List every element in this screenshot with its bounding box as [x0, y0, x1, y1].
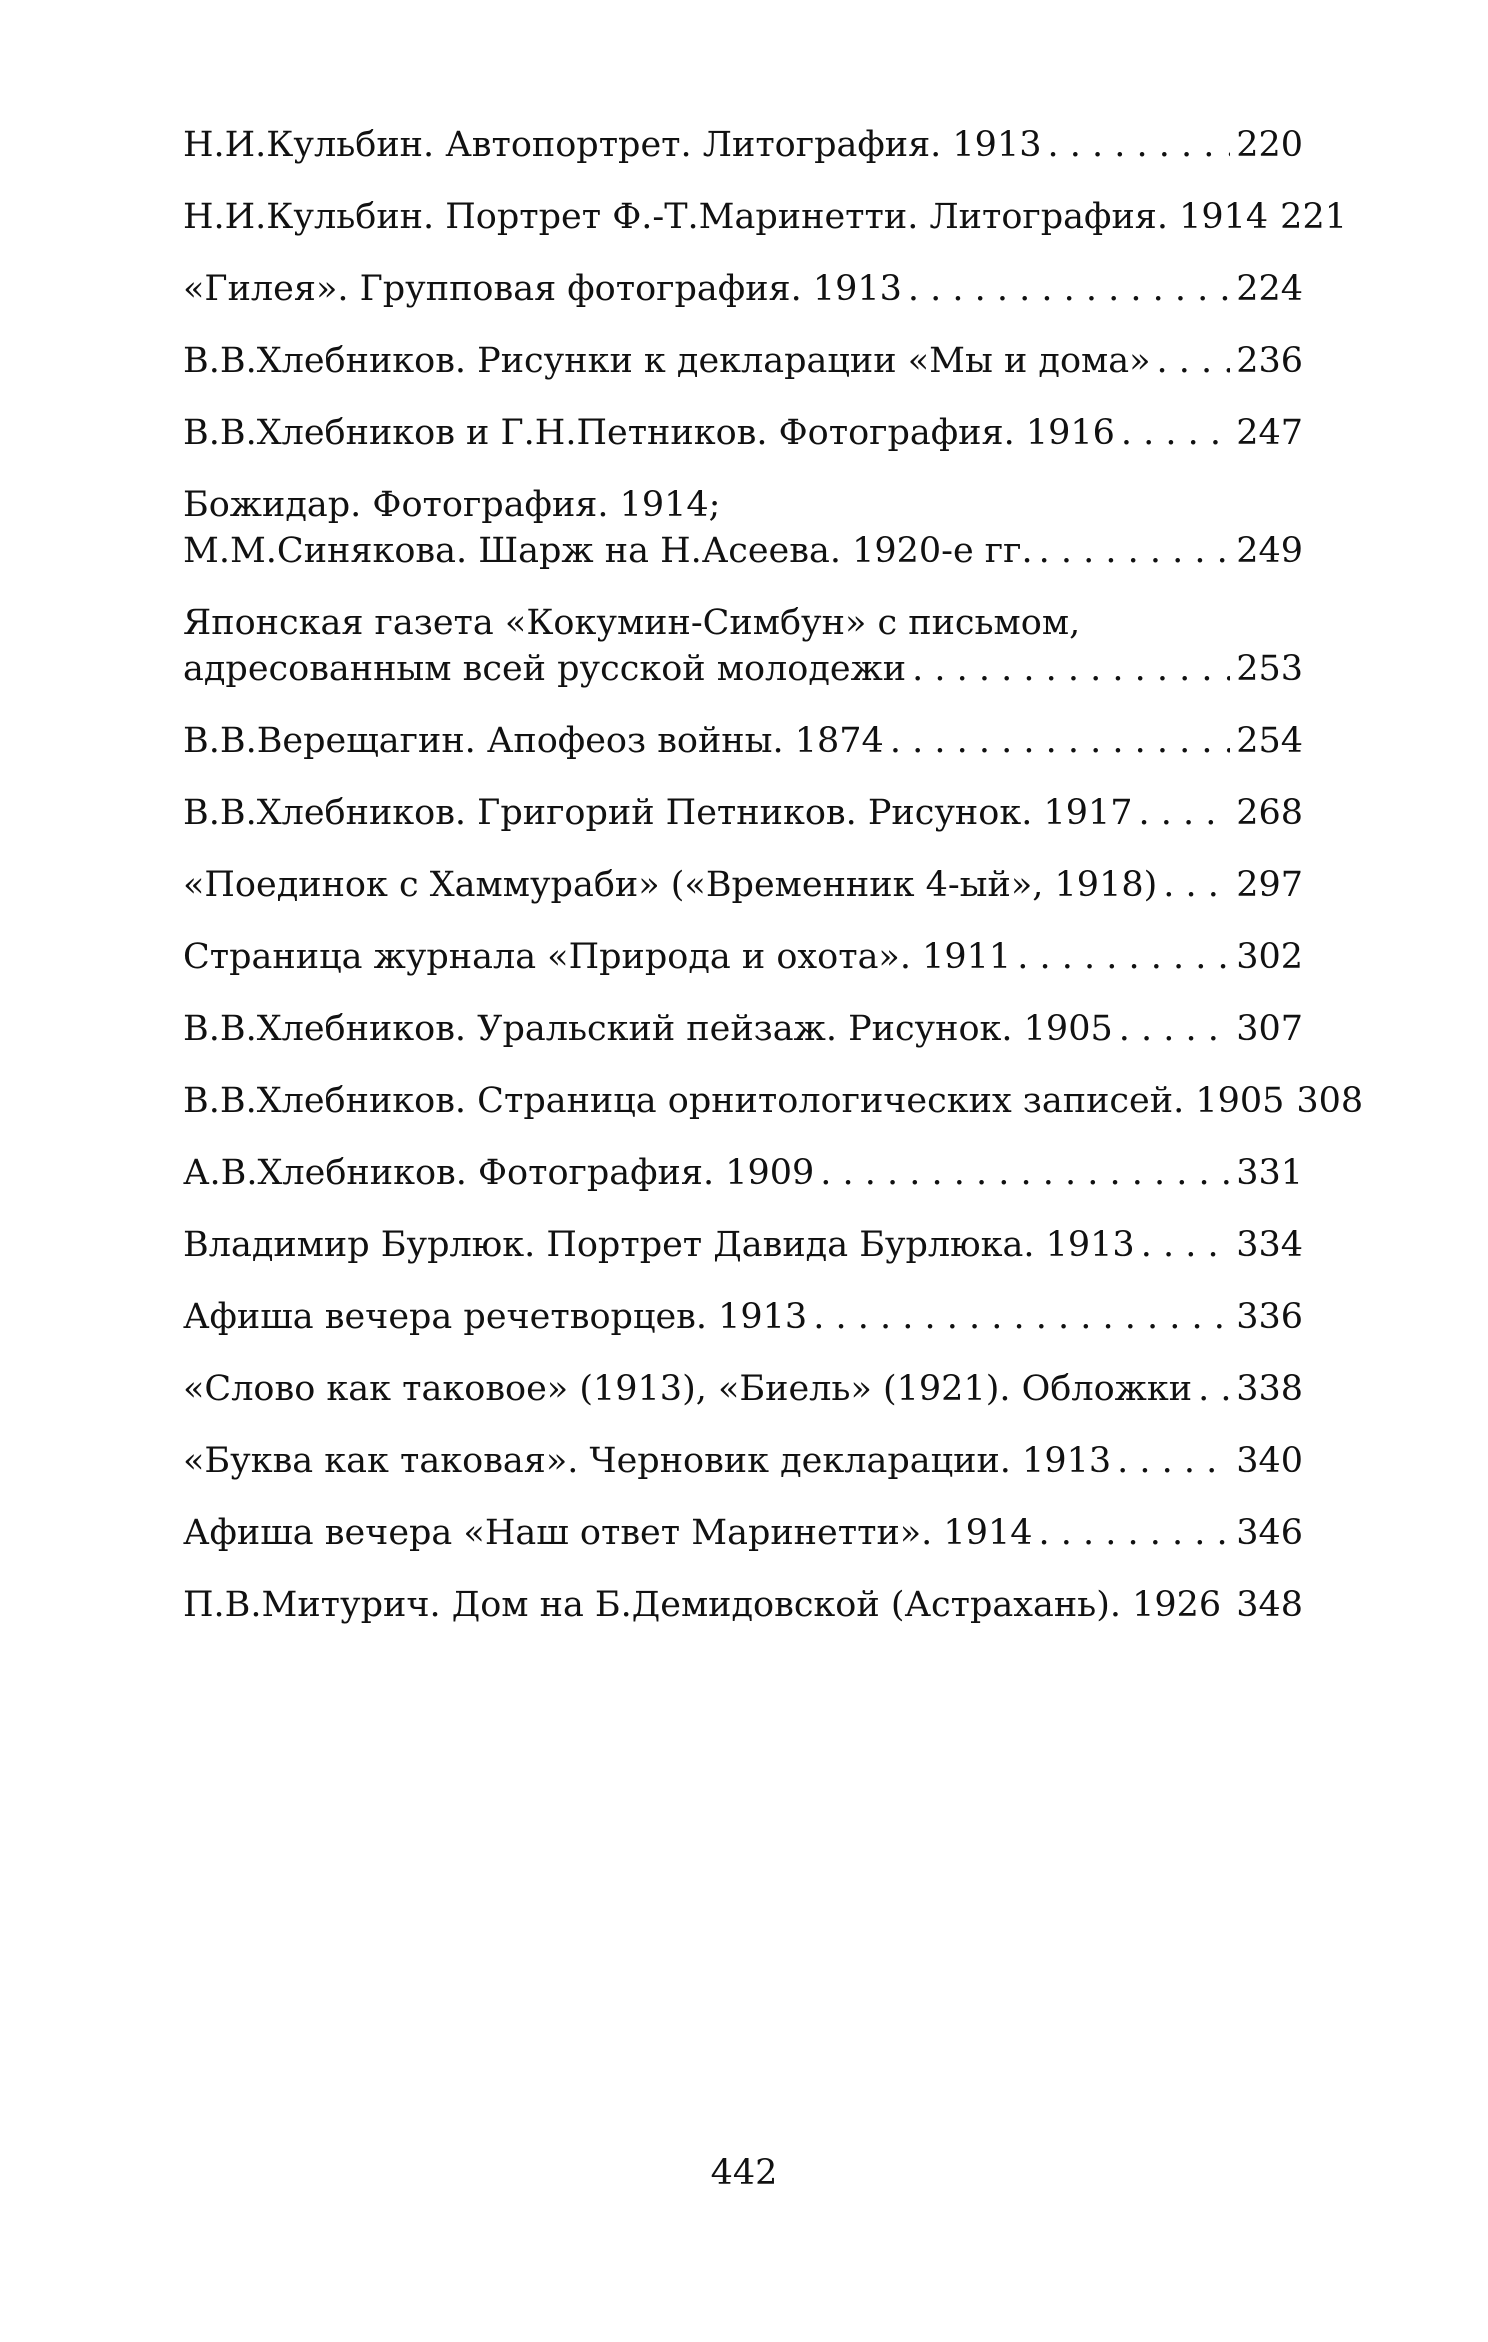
dot-leader [813, 1294, 1230, 1340]
dot-leader [1039, 1510, 1231, 1556]
toc-entry-row [183, 1222, 1303, 1268]
toc-entry [183, 718, 1303, 764]
dot-leader [890, 718, 1230, 764]
dot-leader [1163, 862, 1230, 908]
toc-entry-line: Японская газета «Кокумин-Симбун» с письмом, [183, 603, 1081, 643]
toc-entry-row [183, 934, 1303, 980]
toc-entry [183, 790, 1303, 836]
dot-leader [1119, 1006, 1230, 1052]
toc-entry-title: В.В.Хлебников. Григорий Петников. Рисунок. 1917 [183, 793, 1133, 833]
toc-entry-page: 346 [1236, 1513, 1303, 1553]
dot-leader [1141, 1222, 1231, 1268]
toc-entry-title: «Буква как таковая». Черновик декларации. 1913 [183, 1441, 1112, 1481]
toc-entry-row [183, 1510, 1303, 1556]
toc-entry [183, 1006, 1303, 1052]
toc-entry-title: Владимир Бурлюк. Портрет Давида Бурлюка. 1913 [183, 1225, 1135, 1265]
toc-entry-row [183, 1294, 1303, 1340]
toc-entry-page: 268 [1236, 793, 1303, 833]
toc-entry-title: Страница журнала «Природа и охота». 1911 [183, 937, 1012, 977]
toc-entry [183, 1510, 1303, 1556]
toc-entry-line: Божидар. Фотография. 1914; [183, 485, 721, 525]
toc-entry-title: М.М.Синякова. Шарж на Н.Асеева. 1920-е гг. [183, 531, 1033, 571]
toc-entry-page: 224 [1236, 269, 1303, 309]
toc-entry [183, 1438, 1303, 1484]
dot-leader [1121, 410, 1230, 456]
toc-entry-page: 348 [1236, 1585, 1303, 1625]
toc-entry-title: «Гилея». Групповая фотография. 1913 [183, 269, 902, 309]
toc-entry-title: адресованным всей русской молодежи [183, 649, 907, 689]
dot-leader [1157, 338, 1231, 384]
toc-entry-page: 331 [1236, 1153, 1303, 1193]
toc-entry-row [183, 718, 1303, 764]
toc-entry-row [183, 410, 1303, 456]
toc-entry-row [183, 1366, 1303, 1412]
dot-leader [1048, 122, 1231, 168]
toc-entry-row [183, 122, 1303, 168]
toc-entry [183, 410, 1303, 456]
toc-entry-row [183, 646, 1303, 692]
toc-entry-row [183, 1438, 1303, 1484]
toc-entry [183, 194, 1347, 240]
toc-entry-row [183, 1582, 1303, 1628]
dot-leader [1117, 1438, 1230, 1484]
toc-entry-title: Н.И.Кульбин. Портрет Ф.-Т.Маринетти. Литография. 1914 [183, 197, 1269, 237]
toc-entry-page: 253 [1236, 649, 1303, 689]
toc-entry-row [183, 1078, 1364, 1124]
toc-entry [183, 1294, 1303, 1340]
toc-entry-row [183, 862, 1303, 908]
toc-entry-row [183, 338, 1303, 384]
toc-entry [183, 1582, 1303, 1628]
toc-entry-title: Афиша вечера речетворцев. 1913 [183, 1297, 808, 1337]
illustrations-list [183, 122, 1364, 1654]
toc-entry-page: 221 [1280, 197, 1347, 237]
toc-entry-title: «Поединок с Хаммураби» («Временник 4-ый», 1918) [183, 865, 1158, 905]
toc-entry-title: В.В.Хлебников. Рисунки к декларации «Мы и дома» [183, 341, 1151, 381]
toc-entry-title: В.В.Хлебников и Г.Н.Петников. Фотография. 1916 [183, 413, 1115, 453]
toc-entry-row [183, 528, 1303, 574]
toc-entry-row [183, 1006, 1303, 1052]
toc-entry-row [183, 790, 1303, 836]
toc-entry [183, 122, 1303, 168]
toc-entry [183, 1150, 1303, 1196]
toc-entry-page: 334 [1236, 1225, 1303, 1265]
dot-leader [1227, 1582, 1230, 1628]
toc-entry-page: 247 [1236, 413, 1303, 453]
toc-entry [183, 266, 1303, 312]
toc-entry-page: 336 [1236, 1297, 1303, 1337]
toc-entry-page: 236 [1236, 341, 1303, 381]
toc-entry-page: 254 [1236, 721, 1303, 761]
page-number: 442 [710, 2153, 778, 2193]
toc-entry [183, 1078, 1364, 1124]
toc-entry-title: Афиша вечера «Наш ответ Маринетти». 1914 [183, 1513, 1033, 1553]
toc-entry-page: 338 [1236, 1369, 1303, 1409]
toc-entry-row [183, 1150, 1303, 1196]
toc-entry [183, 1222, 1303, 1268]
toc-entry [183, 600, 1303, 692]
dot-leader [1139, 790, 1231, 836]
toc-entry-title: В.В.Хлебников. Страница орнитологических записей. 1905 [183, 1081, 1285, 1121]
dot-leader [820, 1150, 1230, 1196]
toc-entry-row [183, 266, 1303, 312]
toc-entry-row [183, 194, 1347, 240]
toc-entry-title: П.В.Митурич. Дом на Б.Демидовской (Астрахань). 1926 [183, 1585, 1222, 1625]
dot-leader [1039, 528, 1231, 574]
toc-entry-page: 308 [1296, 1081, 1364, 1121]
toc-entry-page: 220 [1236, 125, 1303, 165]
toc-entry [183, 338, 1303, 384]
toc-entry-title: «Слово как таковое» (1913), «Биель» (1921). Обложки [183, 1369, 1193, 1409]
dot-leader [908, 266, 1230, 312]
toc-entry-page: 307 [1236, 1009, 1303, 1049]
toc-entry [183, 1366, 1303, 1412]
toc-entry-title: Н.И.Кульбин. Автопортрет. Литография. 1913 [183, 125, 1042, 165]
toc-entry [183, 482, 1303, 574]
toc-entry-page: 249 [1236, 531, 1303, 571]
toc-entry-title: А.В.Хлебников. Фотография. 1909 [183, 1153, 815, 1193]
toc-entry-title: В.В.Хлебников. Уральский пейзаж. Рисунок. 1905 [183, 1009, 1113, 1049]
toc-entry [183, 934, 1303, 980]
toc-entry [183, 862, 1303, 908]
toc-entry-title: В.В.Верещагин. Апофеоз войны. 1874 [183, 721, 884, 761]
dot-leader [1198, 1366, 1230, 1412]
toc-entry-page: 297 [1236, 865, 1303, 905]
toc-entry-page: 340 [1236, 1441, 1303, 1481]
dot-leader [912, 646, 1230, 692]
toc-entry-page: 302 [1236, 937, 1303, 977]
dot-leader [1017, 934, 1230, 980]
